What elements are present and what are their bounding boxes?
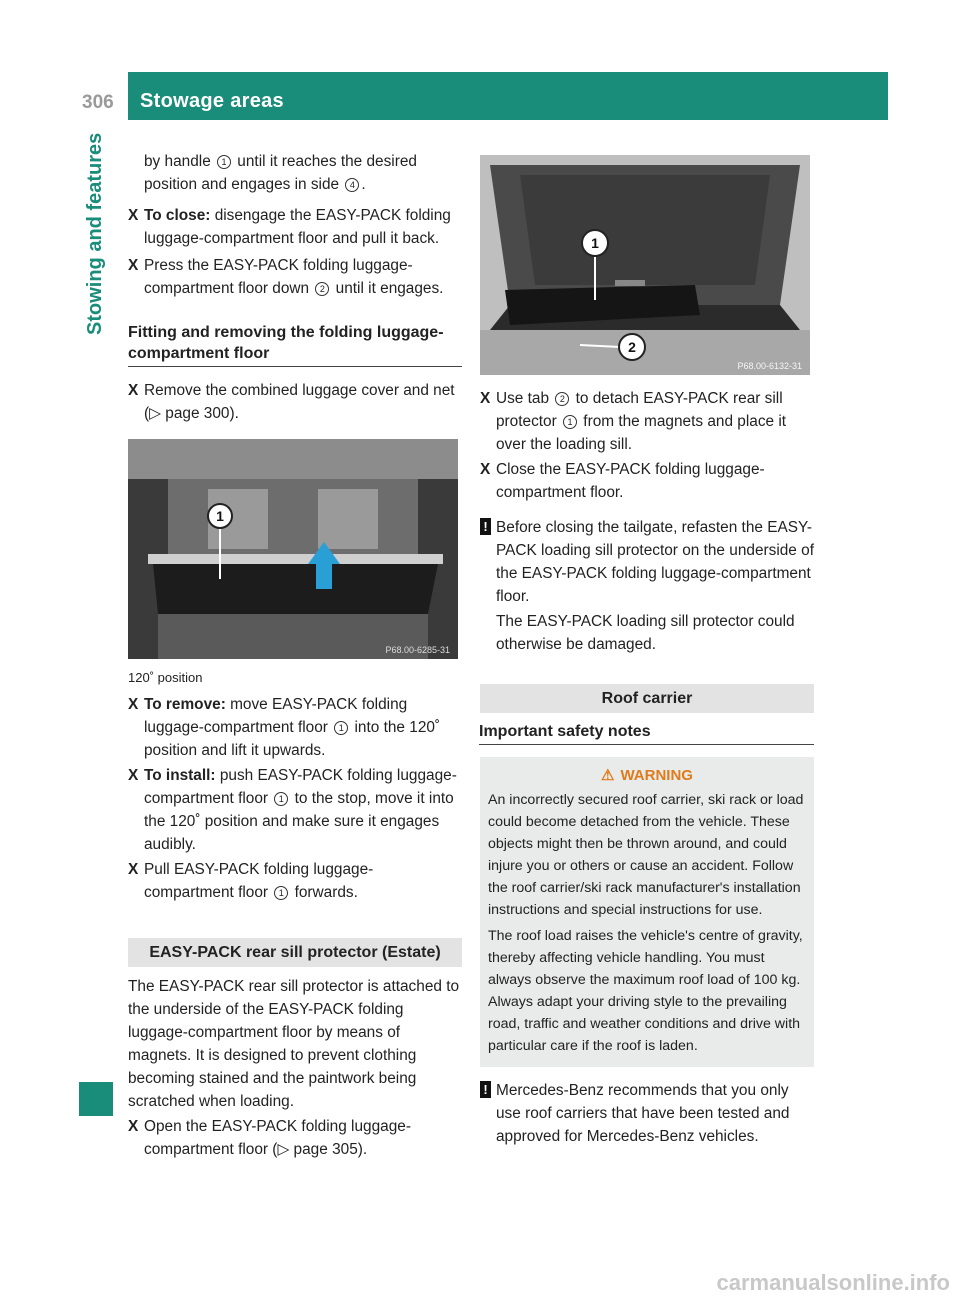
callout-1: 1	[334, 721, 348, 735]
section-heading-roof-carrier: Roof carrier	[480, 684, 814, 713]
photo-folding-floor	[128, 439, 458, 659]
side-tab-marker	[79, 1082, 113, 1116]
photo-callout-2: 2	[628, 339, 636, 355]
warning-paragraph-2: The roof load raises the vehicle's centre of gravity, thereby affecting vehicle handling. You must always observe the maximum roof load of 100 kg. Always adapt your driving style to the prevailing road, traffic and weather conditions and drive with particular care if the roof is laden.	[488, 928, 803, 1054]
right-column	[480, 155, 814, 1148]
step-marker-icon: X	[128, 257, 139, 274]
step-marker-icon: X	[128, 207, 139, 224]
notice-roof-carriers: ! Mercedes-Benz recommends that you only use roof carriers that have been tested and approved for Mercedes-Benz vehicles.	[480, 1079, 814, 1148]
page-number: 306	[82, 92, 114, 113]
step-use-tab: X Use tab 2 to detach EASY-PACK rear sill protector 1 from the magnets and place it over the loading sill.	[480, 387, 814, 456]
photo-folding-floor-illustration	[128, 439, 458, 659]
callout-4: 4	[345, 178, 359, 192]
photo-callout-1: 1	[591, 235, 599, 251]
step-marker-icon: X	[128, 1118, 139, 1135]
photo-sill-protector	[480, 155, 810, 375]
page-ref-icon: ▷	[149, 405, 161, 422]
callout-1: 1	[217, 155, 231, 169]
left-column	[128, 150, 462, 1161]
callout-2: 2	[315, 282, 329, 296]
photo-caption: 120˚ position	[128, 670, 203, 685]
step-to-close: X To close: disengage the EASY-PACK folding luggage-compartment floor and pull it back.	[128, 204, 462, 250]
photo-sill-protector-illustration	[480, 155, 810, 375]
subheading-safety-notes: Important safety notes	[479, 721, 814, 745]
step-marker-icon: X	[128, 696, 139, 713]
step-to-remove: X To remove: move EASY-PACK folding luggage-compartment floor 1 into the 120˚ position and lift it upwards.	[128, 693, 462, 762]
callout-2: 2	[555, 392, 569, 406]
step-pull-forwards: X Pull EASY-PACK folding luggage-compartment floor 1 forwards.	[128, 858, 462, 904]
notice-icon: !	[480, 1081, 491, 1098]
callout-1: 1	[274, 886, 288, 900]
intro-paragraph: by handle 1 until it reaches the desired position and engages in side 4 .	[144, 153, 417, 193]
page-title: Stowage areas	[140, 90, 284, 112]
warning-title: ⚠ WARNING	[488, 765, 806, 787]
notice-refasten: ! Before closing the tailgate, refasten the EASY-PACK loading sill protector on the underside of the EASY-PACK folding luggage-compartment floor. The EASY-PACK loading sill protector could otherwise be damaged.	[480, 516, 814, 656]
watermark: carmanualsonline.info	[716, 1270, 950, 1295]
photo-code: P68.00-6132-31	[737, 361, 802, 371]
header-divider	[126, 72, 128, 120]
side-tab-label: Stowing and features	[84, 132, 106, 335]
warning-box	[480, 757, 814, 1067]
step-marker-icon: X	[128, 767, 139, 784]
step-open-floor: X Open the EASY-PACK folding luggage-compartment floor (▷ page 305).	[128, 1115, 462, 1161]
callout-1: 1	[274, 792, 288, 806]
step-marker-icon: X	[128, 382, 139, 399]
step-to-install: X To install: push EASY-PACK folding luggage-compartment floor 1 to the stop, move it into the 120˚ position and make sure it engages audibly.	[128, 764, 462, 856]
section-heading-sill-protector: EASY-PACK rear sill protector (Estate)	[128, 938, 462, 967]
step-press-floor: X Press the EASY-PACK folding luggage-compartment floor down 2 until it engages.	[128, 254, 462, 300]
warning-paragraph-1: An incorrectly secured roof carrier, ski rack or load could become detached from the vehicle. These objects might then be thrown around, and could injure you or others or cause an accident. Follow the roof carrier/ski rack manufacturer's installation instructions and special instructions for use.	[488, 792, 804, 918]
photo-code: P68.00-6285-31	[385, 645, 450, 655]
photo-callout-1: 1	[216, 508, 224, 524]
warning-icon: ⚠	[601, 767, 615, 784]
sill-protector-description: The EASY-PACK rear sill protector is attached to the underside of the EASY-PACK folding luggage-compartment floor by means of magnets. It is designed to prevent clothing becoming stained and the paintwork being scratched when loading.	[128, 978, 460, 1110]
page-ref-icon: ▷	[277, 1141, 290, 1158]
step-close-floor: X Close the EASY-PACK folding luggage-compartment floor.	[480, 458, 814, 504]
notice-icon: !	[480, 518, 491, 535]
callout-1: 1	[563, 415, 577, 429]
step-marker-icon: X	[128, 861, 139, 878]
step-marker-icon: X	[480, 461, 491, 478]
step-remove-cover: X Remove the combined luggage cover and net (▷ page 300).	[128, 379, 462, 425]
step-marker-icon: X	[480, 390, 491, 407]
subheading-fitting: Fitting and removing the folding luggage-compartment floor	[128, 322, 462, 367]
